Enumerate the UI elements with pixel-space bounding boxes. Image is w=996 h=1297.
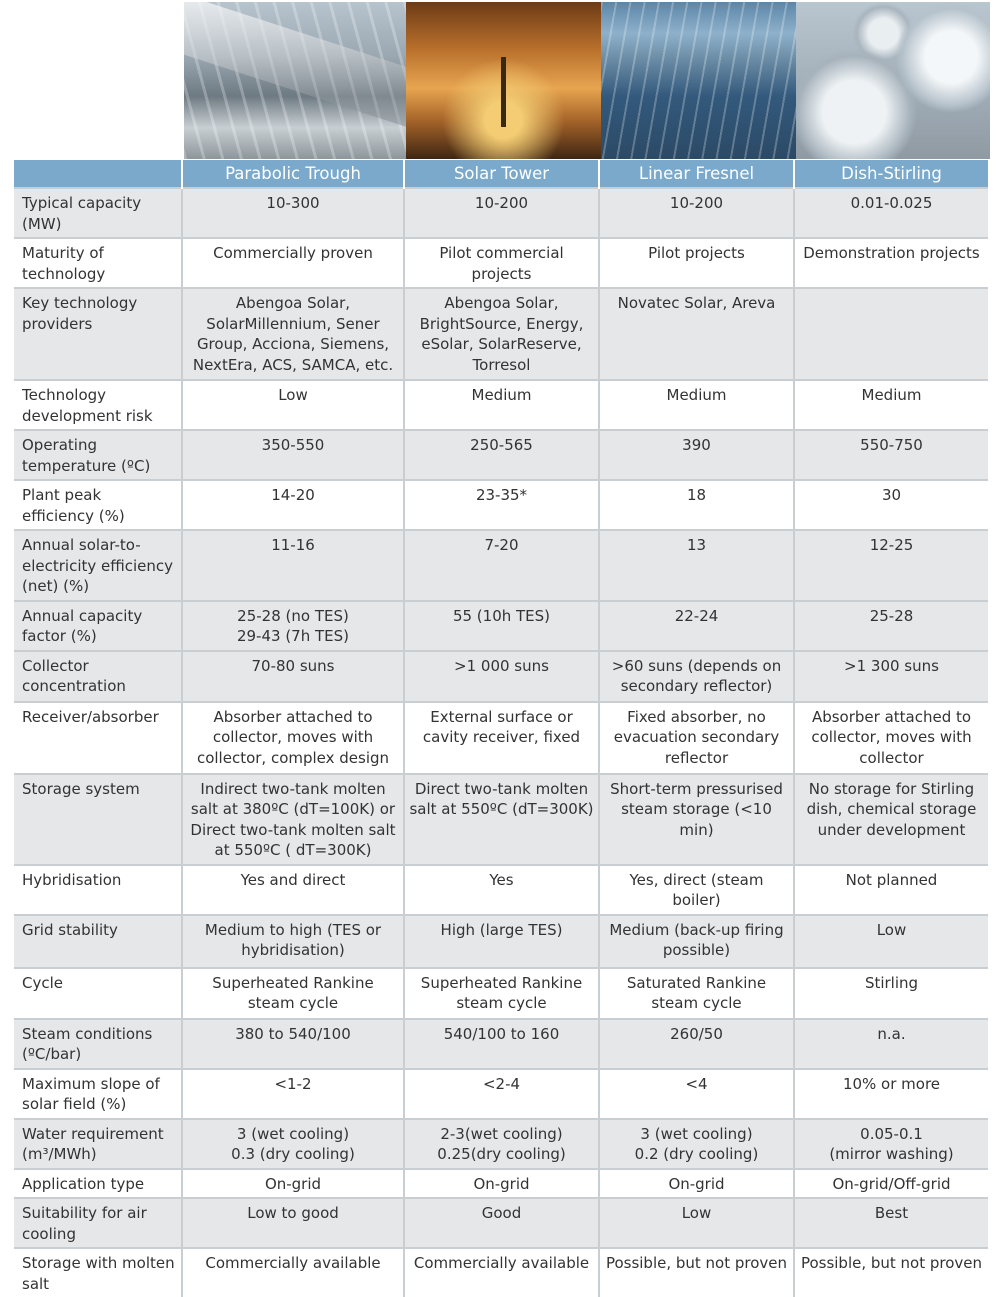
table-cell: 13 bbox=[599, 530, 794, 601]
table-cell: Pilot projects bbox=[599, 238, 794, 288]
row-label: Annual capacity factor (%) bbox=[14, 601, 182, 651]
header-corner bbox=[14, 160, 182, 188]
table-cell: Yes, direct (steam boiler) bbox=[599, 865, 794, 915]
row-label: Grid stability bbox=[14, 915, 182, 968]
table-cell: Demonstration projects bbox=[794, 238, 988, 288]
row-label: Technology development risk bbox=[14, 380, 182, 430]
table-cell: Medium bbox=[404, 380, 599, 430]
table-cell: <4 bbox=[599, 1069, 794, 1119]
table-row bbox=[14, 530, 988, 601]
table-cell: Short-term pressurised steam storage (<10 min) bbox=[599, 774, 794, 865]
table-row bbox=[14, 865, 988, 915]
table-cell: Low bbox=[599, 1198, 794, 1248]
table-cell: 18 bbox=[599, 480, 794, 530]
row-label: Hybridisation bbox=[14, 865, 182, 915]
table-cell: 10-200 bbox=[599, 188, 794, 238]
table-cell: 12-25 bbox=[794, 530, 988, 601]
table-row bbox=[14, 1198, 988, 1248]
table-cell: Novatec Solar, Areva bbox=[599, 288, 794, 380]
table-cell: External surface or cavity receiver, fixed bbox=[404, 702, 599, 774]
table-cell: >1 000 suns bbox=[404, 651, 599, 702]
table-cell: <1-2 bbox=[182, 1069, 404, 1119]
table-cell: 380 to 540/100 bbox=[182, 1019, 404, 1069]
table-cell: 350-550 bbox=[182, 430, 404, 480]
table-cell: Possible, but not proven bbox=[794, 1248, 988, 1297]
table-cell: Low bbox=[794, 915, 988, 968]
table-cell bbox=[794, 288, 988, 380]
table-cell: Pilot commercial projects bbox=[404, 238, 599, 288]
table-cell: Good bbox=[404, 1198, 599, 1248]
table-cell: 540/100 to 160 bbox=[404, 1019, 599, 1069]
table-cell: 25-28 bbox=[794, 601, 988, 651]
table-cell: On-grid bbox=[182, 1169, 404, 1199]
row-label: Cycle bbox=[14, 968, 182, 1019]
table-cell: Commercially proven bbox=[182, 238, 404, 288]
table-cell: On-grid bbox=[599, 1169, 794, 1199]
table-cell: >1 300 suns bbox=[794, 651, 988, 702]
table-row bbox=[14, 651, 988, 702]
table-cell: 2-3(wet cooling) 0.25(dry cooling) bbox=[404, 1119, 599, 1169]
table-cell: Possible, but not proven bbox=[599, 1248, 794, 1297]
table-cell: Low to good bbox=[182, 1198, 404, 1248]
row-label: Maturity of technology bbox=[14, 238, 182, 288]
table-cell: Direct two-tank molten salt at 550ºC (dT=300K) bbox=[404, 774, 599, 865]
table-cell: No storage for Stirling dish, chemical storage under development bbox=[794, 774, 988, 865]
table-cell: Absorber attached to collector, moves with collector bbox=[794, 702, 988, 774]
row-label: Collector concentration bbox=[14, 651, 182, 702]
dish-stirling-photo bbox=[796, 2, 990, 159]
row-label: Suitability for air cooling bbox=[14, 1198, 182, 1248]
table-cell: Medium to high (TES or hybridisation) bbox=[182, 915, 404, 968]
table-cell: 70-80 suns bbox=[182, 651, 404, 702]
table-cell: 25-28 (no TES) 29-43 (7h TES) bbox=[182, 601, 404, 651]
table-cell: On-grid bbox=[404, 1169, 599, 1199]
technology-photos bbox=[184, 2, 990, 159]
header-parabolic-trough: Parabolic Trough bbox=[182, 160, 404, 188]
table-cell: 260/50 bbox=[599, 1019, 794, 1069]
table-row bbox=[14, 915, 988, 968]
table-cell: Absorber attached to collector, moves with collector, complex design bbox=[182, 702, 404, 774]
row-label: Storage system bbox=[14, 774, 182, 865]
header-solar-tower: Solar Tower bbox=[404, 160, 599, 188]
table-cell: 0.05-0.1 (mirror washing) bbox=[794, 1119, 988, 1169]
table-cell: Stirling bbox=[794, 968, 988, 1019]
header-linear-fresnel: Linear Fresnel bbox=[599, 160, 794, 188]
table-cell: 0.01-0.025 bbox=[794, 188, 988, 238]
table-cell: Fixed absorber, no evacuation secondary reflector bbox=[599, 702, 794, 774]
row-label: Water requirement (m³/MWh) bbox=[14, 1119, 182, 1169]
table-cell: Medium bbox=[794, 380, 988, 430]
table-row bbox=[14, 380, 988, 430]
table-row bbox=[14, 238, 988, 288]
table-cell: Superheated Rankine steam cycle bbox=[404, 968, 599, 1019]
table-cell: 23-35* bbox=[404, 480, 599, 530]
table-cell: Commercially available bbox=[182, 1248, 404, 1297]
table-cell: Yes and direct bbox=[182, 865, 404, 915]
table-cell: <2-4 bbox=[404, 1069, 599, 1119]
table-row bbox=[14, 1069, 988, 1119]
table-body bbox=[14, 188, 988, 1297]
table-cell: Abengoa Solar, BrightSource, Energy, eSolar, SolarReserve, Torresol bbox=[404, 288, 599, 380]
table-cell: 7-20 bbox=[404, 530, 599, 601]
table-cell: 250-565 bbox=[404, 430, 599, 480]
header-dish-stirling: Dish-Stirling bbox=[794, 160, 988, 188]
table-cell: 14-20 bbox=[182, 480, 404, 530]
table-cell: >60 suns (depends on secondary reflector) bbox=[599, 651, 794, 702]
row-label: Typical capacity (MW) bbox=[14, 188, 182, 238]
table-cell: Commercially available bbox=[404, 1248, 599, 1297]
parabolic-trough-photo bbox=[184, 2, 406, 159]
table-row bbox=[14, 1248, 988, 1297]
table-cell: Yes bbox=[404, 865, 599, 915]
table-row bbox=[14, 774, 988, 865]
row-label: Application type bbox=[14, 1169, 182, 1199]
header-row bbox=[14, 160, 988, 188]
table-row bbox=[14, 968, 988, 1019]
table-cell: Low bbox=[182, 380, 404, 430]
table-row bbox=[14, 1019, 988, 1069]
table-cell: 10-200 bbox=[404, 188, 599, 238]
table-cell: Saturated Rankine steam cycle bbox=[599, 968, 794, 1019]
csp-technology-comparison-table bbox=[14, 160, 988, 1297]
table-row bbox=[14, 1169, 988, 1199]
table-cell: n.a. bbox=[794, 1019, 988, 1069]
table-row bbox=[14, 1119, 988, 1169]
linear-fresnel-photo bbox=[601, 2, 796, 159]
table-cell: 30 bbox=[794, 480, 988, 530]
table-row bbox=[14, 430, 988, 480]
table-row bbox=[14, 288, 988, 380]
table-cell: 390 bbox=[599, 430, 794, 480]
row-label: Storage with molten salt bbox=[14, 1248, 182, 1297]
row-label: Maximum slope of solar field (%) bbox=[14, 1069, 182, 1119]
table-cell: Superheated Rankine steam cycle bbox=[182, 968, 404, 1019]
row-label: Plant peak efficiency (%) bbox=[14, 480, 182, 530]
row-label: Operating temperature (ºC) bbox=[14, 430, 182, 480]
table-row bbox=[14, 702, 988, 774]
table-cell: On-grid/Off-grid bbox=[794, 1169, 988, 1199]
table-cell: 550-750 bbox=[794, 430, 988, 480]
row-label: Receiver/absorber bbox=[14, 702, 182, 774]
table-cell: Best bbox=[794, 1198, 988, 1248]
table-cell: 11-16 bbox=[182, 530, 404, 601]
table-cell: 55 (10h TES) bbox=[404, 601, 599, 651]
table-cell: Abengoa Solar, SolarMillennium, Sener Group, Acciona, Siemens, NextEra, ACS, SAMCA, etc. bbox=[182, 288, 404, 380]
table-cell: High (large TES) bbox=[404, 915, 599, 968]
table-cell: 10% or more bbox=[794, 1069, 988, 1119]
table-cell: 3 (wet cooling) 0.2 (dry cooling) bbox=[599, 1119, 794, 1169]
row-label: Steam conditions (ºC/bar) bbox=[14, 1019, 182, 1069]
table-row bbox=[14, 601, 988, 651]
row-label: Annual solar-to-electricity efficiency (net) (%) bbox=[14, 530, 182, 601]
table-cell: 22-24 bbox=[599, 601, 794, 651]
table-cell: 3 (wet cooling) 0.3 (dry cooling) bbox=[182, 1119, 404, 1169]
table-cell: Indirect two-tank molten salt at 380ºC (dT=100K) or Direct two-tank molten salt at 550ºC ( dT=300K) bbox=[182, 774, 404, 865]
table-row bbox=[14, 188, 988, 238]
row-label: Key technology providers bbox=[14, 288, 182, 380]
solar-tower-photo bbox=[406, 2, 601, 159]
table-cell: Not planned bbox=[794, 865, 988, 915]
table-row bbox=[14, 480, 988, 530]
table-cell: Medium (back-up firing possible) bbox=[599, 915, 794, 968]
table-cell: Medium bbox=[599, 380, 794, 430]
table-cell: 10-300 bbox=[182, 188, 404, 238]
